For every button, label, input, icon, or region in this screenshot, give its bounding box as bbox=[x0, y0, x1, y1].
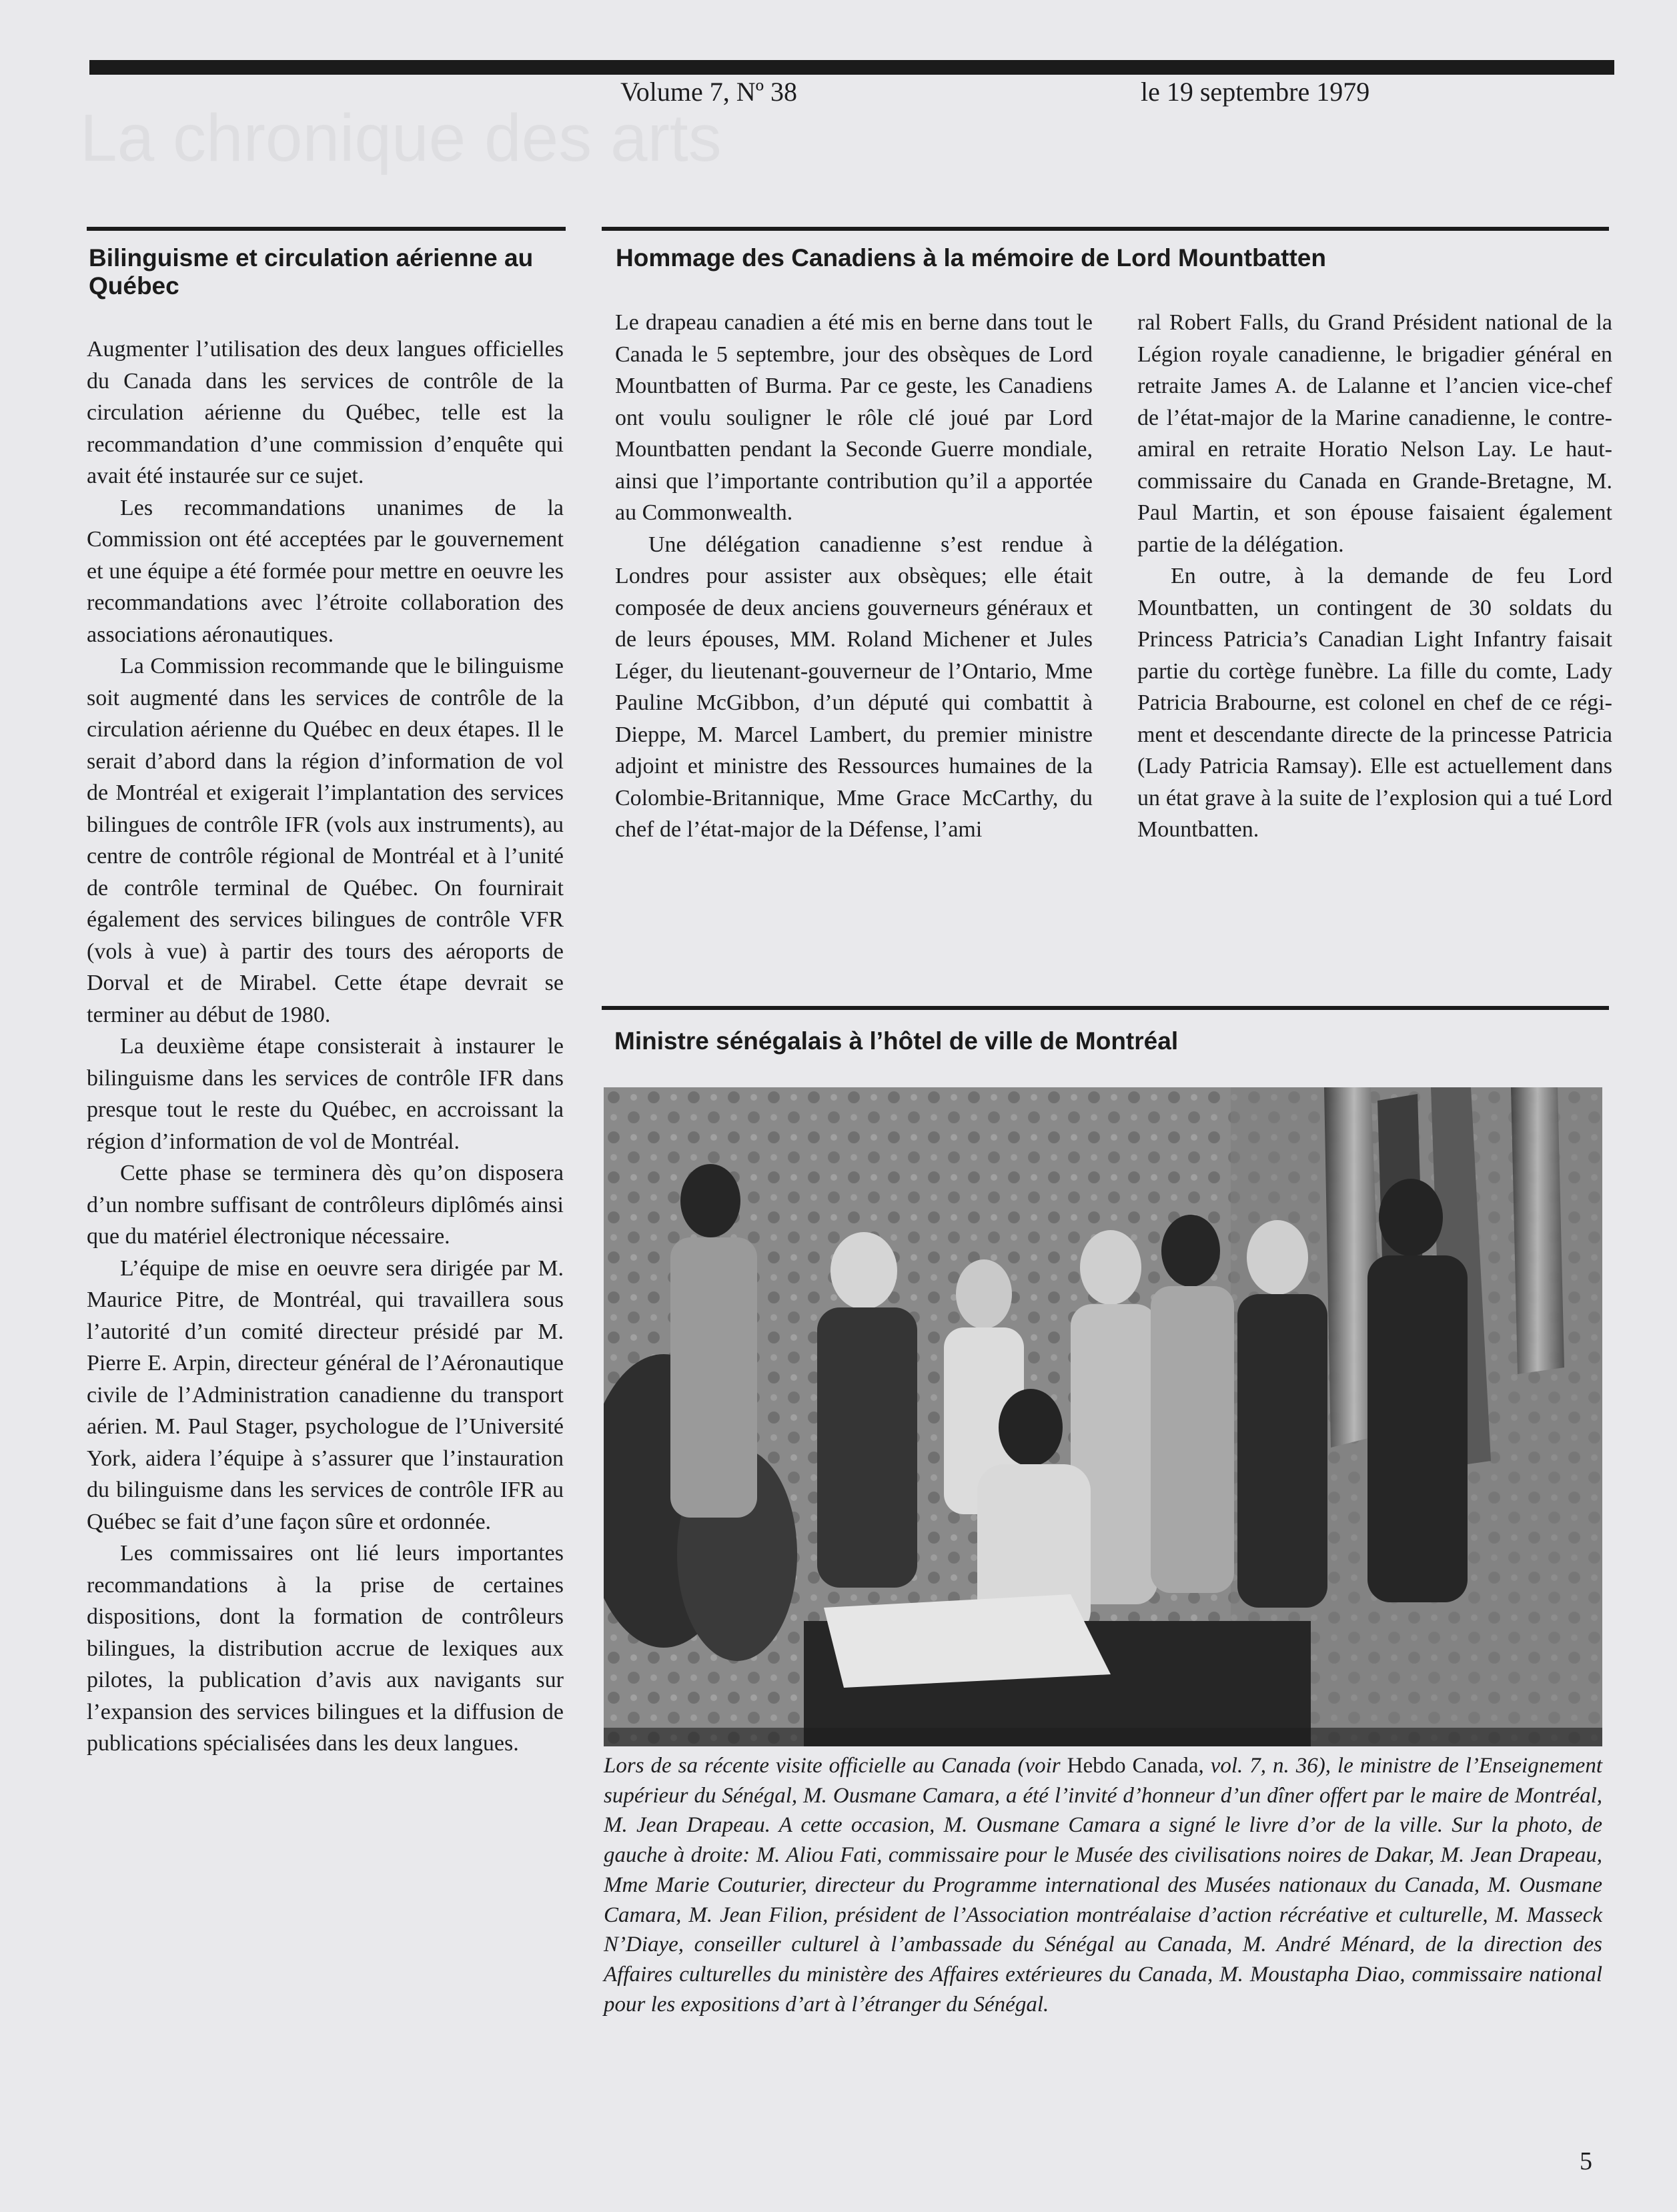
article-mountbatten-col2 bbox=[1137, 307, 1612, 846]
caption-text-rest: , vol. 7, n. 36), le ministre de l’Enseignement supérieur du Sénégal, M. Ousmane Camara, a été l’invité d’honneur d’un dîner offert par le maire de Montréal, M. Jean Drapeau. A cette occasion, M. Ousmane Camara a signé le livre d’or de la ville. Sur la photo, de gauche à droite: M. Aliou Fati, commissaire pour le Musée des civilisations noires de Dakar, M. Jean Drapeau, Mme Marie Couturier, directeur du Programme international des Musées nationaux du Canada, M. Ousmane Camara, M. Jean Filion, président de l’Association montréalaise d’action récréative et culturelle, M. Masseck N’Diaye, conseiller culturel à l’ambassade du Sénégal au Canada, M. André Ménard, de la direction des Affaires culturelles du ministère des Affaires extérieures du Canada, M. Moustapha Diao, commissaire national pour les expositions d’art à l’étranger du Sénégal. bbox=[604, 1754, 1602, 2017]
paragraph: La Commission recommande que le bilinguisme soit augmenté dans les services de contrôle de la circulation aérienne du Québec en deux étapes. Il le serait d’abord dans la région d’information de vol de Montréal et exigerait l’implantation des services bilingues de contrôle IFR (vols aux instruments), au centre de contrôle régional de Montréal et à l’unité de contrôle terminal de Québec. On fournirait également des services bilingues de contrôle VFR (vols à vue) à partir des tours des aéroports de Dorval et de Mirabel. Cette étape devrait se terminer au début de 1980. bbox=[87, 654, 564, 1027]
paragraph: Les commissaires ont lié leurs importantes recommandations à la prise de certaines dispositions, dont la formation de contrôleurs bilingues, la distribution accrue de lexiques aux pilotes, la publication d’avis aux navigants sur l’expansion des services bilingues et la diffusion de publications spécialisées dans les deux langues. bbox=[87, 1541, 564, 1756]
paragraph: Le drapeau canadien a été mis en berne dans tout le Canada le 5 septembre, jour des obsèques de Lord Mountbatten of Burma. Par ce geste, les Canadiens ont voulu souligner le rôle clé joué par Lord Mountbatten pendant la Seconde Guerre mondiale, ainsi que l’importante contribution qu’il a apportée au Commonwealth. bbox=[615, 310, 1093, 525]
photo-caption bbox=[604, 1751, 1602, 2019]
column-rule-left bbox=[87, 227, 566, 231]
bleed-through-title bbox=[80, 100, 722, 177]
paragraph: La deuxième étape consisterait à instaurer le bilinguisme dans les services de contrôle IFR dans presque tout le reste du Québec, en accroissant la région d’information de vol de Montréal. bbox=[87, 1034, 564, 1154]
article-bilinguisme-body bbox=[87, 334, 564, 1760]
volume-number: Volume 7, Nº 38 bbox=[620, 77, 797, 107]
paragraph: L’équipe de mise en oeuvre sera dirigée par M. Maurice Pitre, de Montréal, qui travaillera sous l’autorité d’un comité directeur présidé par M. Pierre E. Arpin, directeur général de l’Aéronautique civile de l’Administration canadienne du transport aérien. M. Paul Stager, psychologue de l’Université York, aidera l’équipe à s’assurer que l’instauration du bilinguisme dans les services de contrôle IFR au Québec se fait d’une façon sûre et ordonnée. bbox=[87, 1255, 564, 1534]
column-rule-right bbox=[602, 227, 1609, 231]
paragraph: En outre, à la demande de feu Lord Mountbatten, un contingent de 30 soldats du Princess Patricia’s Canadian Light Infantry faisait partie du cortège funèbre. La fille du comte, Lady Patricia Brabourne, est colonel en chef de ce régiment et descendante directe de la princesse Patricia (Lady Patricia Ramsay). Elle est actuellement dans un état grave à la suite de l’explosion qui a tué Lord Mountbatten. bbox=[1137, 564, 1612, 842]
page-number: 5 bbox=[1580, 2147, 1592, 2175]
photo-signing-golden-book bbox=[604, 1087, 1602, 1746]
issue-date: le 19 septembre 1979 bbox=[1141, 77, 1370, 107]
paragraph: Une délégation canadienne s’est rendue à Londres pour assister aux obsèques; elle était composée de deux anciens gouverneurs généraux et de leurs épouses, MM. Roland Michener et Jules Léger, du lieutenant-gouverneur de l’Ontario, Mme Pauline McGibbon, d’un député qui combattit à Dieppe, M. Marcel Lambert, du premier ministre adjoint et ministre des Ressources humaines de la Colombie-Britannique, Mme Grace McCarthy, du chef de l’état-major de la Défense, l’ami bbox=[615, 532, 1093, 842]
article-mountbatten-col1 bbox=[615, 307, 1093, 846]
masthead-rule bbox=[89, 60, 1614, 75]
paragraph: ral Robert Falls, du Grand Président national de la Légion royale canadienne, le brigadier général en retraite James A. de Lalanne et l’ancien vice-chef de l’état-major de la Marine canadienne, le contre-amiral en retraite Horatio Nelson Lay. Le haut-commissaire du Canada en Grande-Bretagne, M. Paul Martin, et son épouse faisaient également partie de la délégation. bbox=[1137, 310, 1612, 557]
headline-mountbatten: Hommage des Canadiens à la mémoire de Lord Mountbatten bbox=[616, 244, 1326, 271]
section-rule-senegal bbox=[602, 1006, 1609, 1010]
paragraph: Augmenter l’utilisation des deux langues officielles du Canada dans les services de contrôle de la circulation aérienne du Québec, telle est la recommandation d’une commission d’enquête qui avait été instaurée sur ce sujet. bbox=[87, 337, 564, 488]
caption-text-start: Lors de sa récente visite officielle au Canada (voir bbox=[604, 1754, 1067, 1778]
headline-senegal: Ministre sénégalais à l’hôtel de ville de Montréal bbox=[614, 1027, 1179, 1055]
paragraph: Cette phase se terminera dès qu’on disposera d’un nombre suffisant de contrôleurs diplômés ainsi que du matériel électronique nécessaire. bbox=[87, 1161, 564, 1249]
headline-bilinguisme: Bilinguisme et circulation aérienne au Québec bbox=[89, 244, 534, 300]
caption-publication-name: Hebdo Canada bbox=[1067, 1754, 1199, 1778]
paragraph: Les recommandations unanimes de la Commission ont été acceptées par le gouvernement et une équipe a été formée pour mettre en oeuvre les recommandations avec l’étroite collaboration des associations aéronautiques. bbox=[87, 495, 564, 647]
